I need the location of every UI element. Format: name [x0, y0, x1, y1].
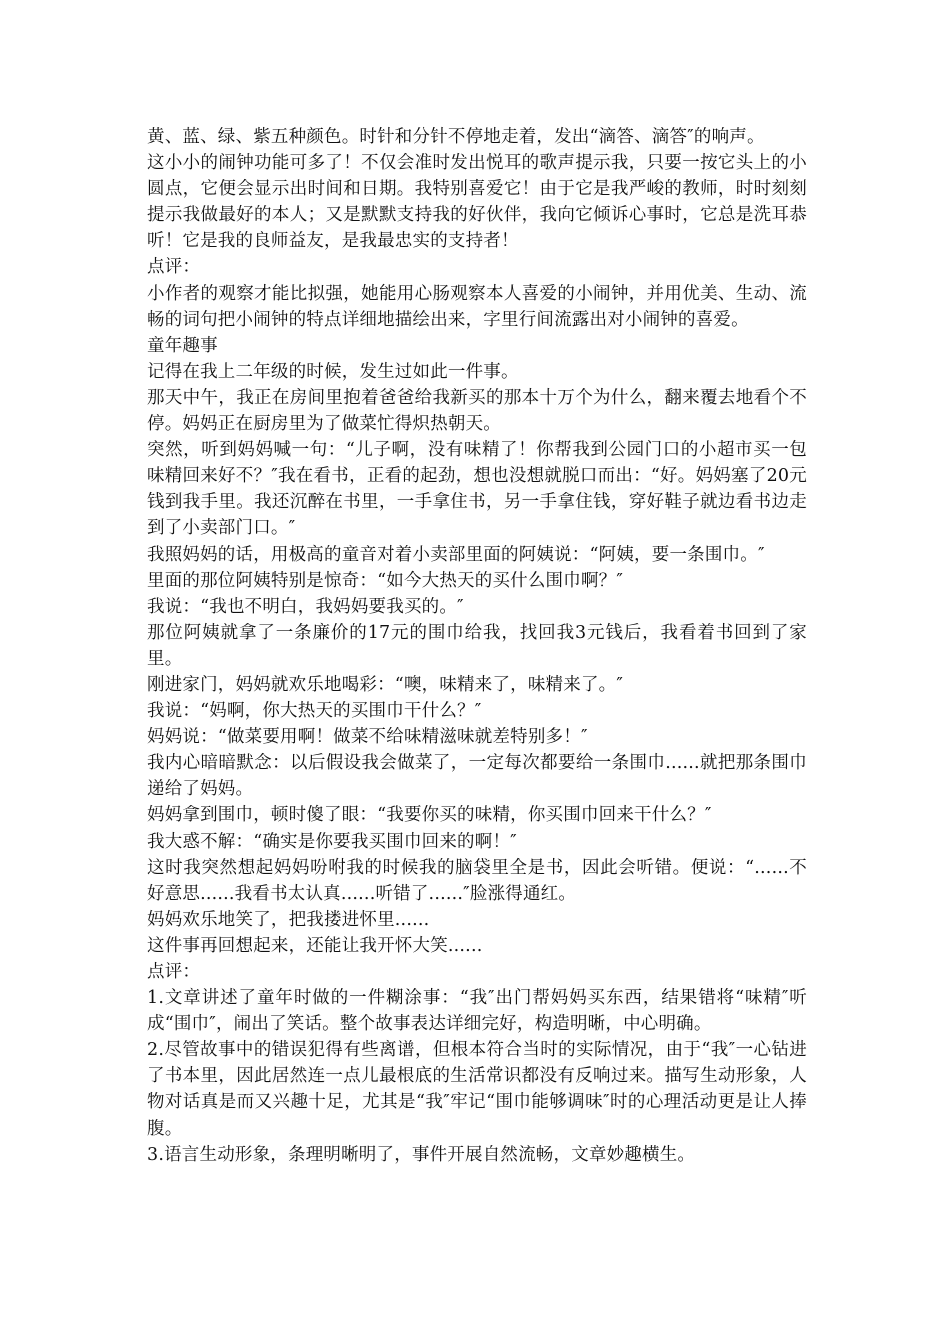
- paragraph: 我说：“我也不明白，我妈妈要我买的。″: [147, 596, 464, 617]
- paragraph: 里面的那位阿姨特别是惊奇：“如今大热天的买什么围巾啊？″: [147, 570, 624, 591]
- paragraph: 那天中午，我正在房间里抱着爸爸给我新买的那本十万个为什么，翻来覆去地看个不停。妈妈正在厨房里为了做菜忙得炽热朝天。: [147, 387, 807, 435]
- comment-point-1: 1.文章讲述了童年时做的一件糊涂事：“我″出门帮妈妈买东西，结果错将“味精″听成“围巾″，闹出了笑话。整个故事表达详细完好，构造明晰，中心明确。: [147, 988, 807, 1035]
- paragraph: 我照妈妈的话，用极高的童音对着小卖部里面的阿姨说：“阿姨，要一条围巾。″: [147, 544, 765, 565]
- paragraph: 刚进家门，妈妈就欢乐地喝彩：“噢，味精来了，味精来了。″: [147, 674, 624, 695]
- paragraph: 这件事再回想起来，还能让我开怀大笑......: [147, 935, 483, 956]
- paragraph: 我内心暗暗默念：以后假设我会做菜了，一定每次都要给一条围巾......就把那条围巾递给了妈妈。: [147, 753, 807, 800]
- paragraph: 妈妈欢乐地笑了，把我搂进怀里......: [147, 909, 430, 930]
- paragraph-clock-functions: 这小小的闹钟功能可多了！不仅会准时发出悦耳的歌声提示我，只要一按它头上的小圆点，它便会显示出时间和日期。我特别喜爱它！由于它是我严峻的教师，时时刻刻提示我做最好的本人；又是默默支持我的好伙伴，我向它倾诉心事时，它总是洗耳恭听！它是我的良师益友，是我最忠实的支持者！: [147, 153, 807, 252]
- paragraph: 那位阿姨就拿了一条廉价的17元的围巾给我，找回我3元钱后，我看着书回到了家里。: [147, 622, 807, 669]
- comment-heading-1: 点评：: [147, 257, 201, 278]
- paragraph: 我说：“妈啊，你大热天的买围巾干什么？″: [147, 701, 482, 722]
- paragraph: 妈妈说：“做菜要用啊！做菜不给味精滋味就差特别多！″: [147, 727, 588, 748]
- paragraph: 这时我突然想起妈妈吩咐我的时候我的脑袋里全是书，因此会听错。便说：“......不好意思......我看书太认真......听错了......″脸涨得通红。: [147, 857, 807, 904]
- paragraph: 记得在我上二年级的时候，发生过如此一件事。: [147, 361, 519, 382]
- paragraph: 妈妈拿到围巾，顿时傻了眼：“我要你买的味精，你买围巾回来干什么？″: [147, 805, 712, 826]
- document-body: [147, 124, 807, 1168]
- paragraph: 突然，听到妈妈喊一句：“儿子啊，没有味精了！你帮我到公园门口的小超市买一包味精回来好不？″我在看书，正看的起劲，想也没想就脱口而出：“好。妈妈塞了20元钱到我手里。我还沉醉在书里，一手拿住书，另一手拿住钱，穿好鞋子就边看书边走到了小卖部门口。″: [147, 440, 807, 539]
- paragraph: 我大惑不解：“确实是你要我买围巾回来的啊！″: [147, 831, 517, 852]
- paragraph-clock-colors: 黄、蓝、绿、紫五种颜色。时针和分针不停地走着，发出“滴答、滴答″的响声。: [147, 127, 765, 147]
- comment-heading-2: 点评：: [147, 962, 201, 982]
- comment-point-2: 2.尽管故事中的错误犯得有些离谱，但根本符合当时的实际情况，由于“我″一心钻进了书本里，因此居然连一点儿最根底的生活常识都没有反响过来。描写生动形象，人物对话真是而又兴趣十足，尤其是“我″牢记“围巾能够调味″时的心理活动更是让人捧腹。: [147, 1040, 807, 1139]
- essay-title: 童年趣事: [147, 335, 218, 356]
- comment-point-3: 3.语言生动形象，条理明晰明了，事件开展自然流畅，文章妙趣横生。: [147, 1144, 696, 1165]
- comment-text-1: 小作者的观察才能比拟强，她能用心肠观察本人喜爱的小闹钟，并用优美、生动、流畅的词句把小闹钟的特点详细地描绘出来，字里行间流露出对小闹钟的喜爱。: [147, 283, 807, 330]
